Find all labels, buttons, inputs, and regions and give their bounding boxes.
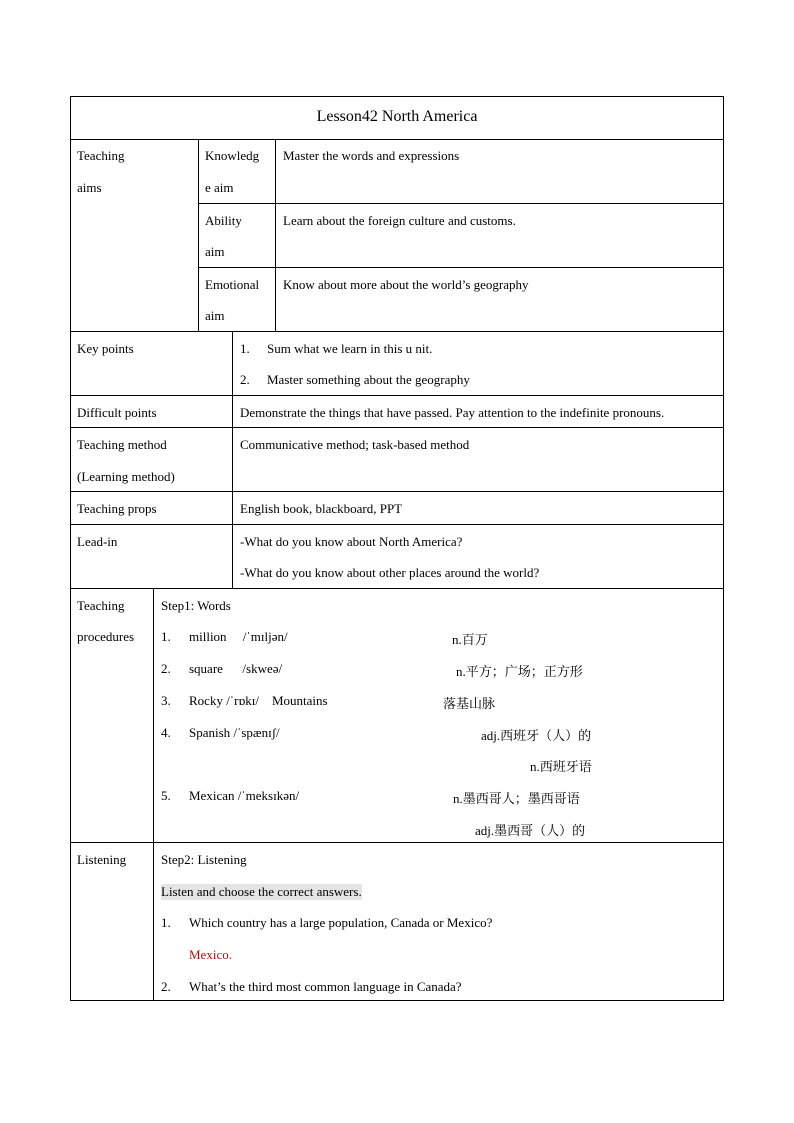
key-point-1-text: Sum what we learn in this u nit.	[267, 341, 433, 356]
teaching-method-label-line1: Teaching method	[77, 437, 167, 452]
rule-aims-col1	[198, 139, 199, 331]
words-step-heading: Step1: Words	[161, 598, 231, 613]
procedures-label-line1: Teaching	[77, 598, 125, 613]
rule-leadin-bottom	[70, 588, 724, 589]
key-point-2-text: Master something about the geography	[267, 372, 470, 387]
difficult-points-label: Difficult points	[77, 405, 157, 420]
word-5-term: Mexican /ˈmeksɪkən/	[189, 788, 300, 803]
word-4-term: Spanish /ˈspænɪʃ/	[189, 725, 280, 740]
ability-aim-label-line1: Ability	[205, 213, 242, 228]
listening-label: Listening	[77, 852, 127, 867]
ability-aim-label-line2: aim	[205, 244, 225, 259]
question-2-text: What’s the third most common language in Canada?	[189, 979, 462, 994]
emotional-aim-label-line1: Emotional	[205, 277, 260, 292]
word-1-term: million /ˈmɪljən/	[189, 629, 288, 644]
key-point-1-number: 1.	[240, 341, 250, 356]
word-5-meaning: n.墨西哥人；墨西哥语	[453, 791, 580, 806]
rule-procedures-bottom	[70, 842, 724, 843]
knowledge-aim-content: Master the words and expressions	[283, 148, 460, 163]
rule-difficult-bottom	[70, 427, 724, 428]
teaching-aims-label-line2: aims	[77, 180, 102, 195]
teaching-props-label: Teaching props	[77, 501, 157, 516]
word-3-number: 3.	[161, 693, 171, 708]
word-4-meaning: adj.西班牙（人）的	[481, 728, 592, 743]
ability-aim-content: Learn about the foreign culture and customs.	[283, 213, 516, 228]
procedures-label-line2: procedures	[77, 629, 135, 644]
emotional-aim-label-line2: aim	[205, 308, 225, 323]
key-point-2-number: 2.	[240, 372, 250, 387]
word-2-number: 2.	[161, 661, 171, 676]
lead-in-label: Lead-in	[77, 534, 118, 549]
rule-bottom	[70, 1000, 724, 1001]
listening-instruction: Listen and choose the correct answers.	[161, 884, 362, 899]
teaching-method-text: Communicative method; task-based method	[240, 437, 470, 452]
knowledge-aim-label-line1: Knowledg	[205, 148, 260, 163]
rule-aims-bottom	[70, 331, 724, 332]
key-points-label: Key points	[77, 341, 134, 356]
lead-in-line-2: -What do you know about other places around the world?	[240, 565, 540, 580]
question-1-number: 1.	[161, 915, 171, 930]
teaching-props-text: English book, blackboard, PPT	[240, 501, 403, 516]
word-2-meaning: n.平方；广场；正方形	[456, 664, 583, 679]
border-left	[70, 96, 71, 1001]
question-2-number: 2.	[161, 979, 171, 994]
word-1-number: 1.	[161, 629, 171, 644]
rule-top	[70, 96, 724, 97]
rule-mid-col	[232, 331, 233, 588]
rule-lower-col	[153, 588, 154, 1000]
word-4-meaning-2: n.西班牙语	[530, 759, 592, 774]
rule-title-bottom	[70, 139, 724, 140]
rule-aim1-bottom	[198, 203, 724, 204]
difficult-points-text: Demonstrate the things that have passed. Pay attention to the indefinite pronouns.	[240, 405, 665, 420]
rule-aim2-bottom	[198, 267, 724, 268]
rule-props-bottom	[70, 524, 724, 525]
border-right	[723, 96, 724, 1001]
word-3-meaning: 落基山脉	[443, 696, 496, 711]
teaching-method-label-line2: (Learning method)	[77, 469, 175, 484]
word-4-number: 4.	[161, 725, 171, 740]
rule-aims-col2	[275, 139, 276, 331]
question-1-answer: Mexico.	[189, 947, 232, 962]
knowledge-aim-label-line2: e aim	[205, 180, 234, 195]
word-5-number: 5.	[161, 788, 171, 803]
teaching-aims-label-line1: Teaching	[77, 148, 125, 163]
word-3-term: Rocky /ˈrɒkɪ/ Mountains	[189, 693, 328, 708]
word-5-meaning-2: adj.墨西哥（人）的	[475, 823, 586, 838]
emotional-aim-content: Know about more about the world’s geography	[283, 277, 529, 292]
listening-step-heading: Step2: Listening	[161, 852, 247, 867]
word-2-term: square /skweə/	[189, 661, 283, 676]
word-1-meaning: n.百万	[452, 632, 488, 647]
question-1-text: Which country has a large population, Canada or Mexico?	[189, 915, 493, 930]
rule-method-bottom	[70, 491, 724, 492]
rule-keypoints-bottom	[70, 395, 724, 396]
page-title: Lesson42 North America	[316, 108, 478, 125]
lead-in-line-1: -What do you know about North America?	[240, 534, 463, 549]
